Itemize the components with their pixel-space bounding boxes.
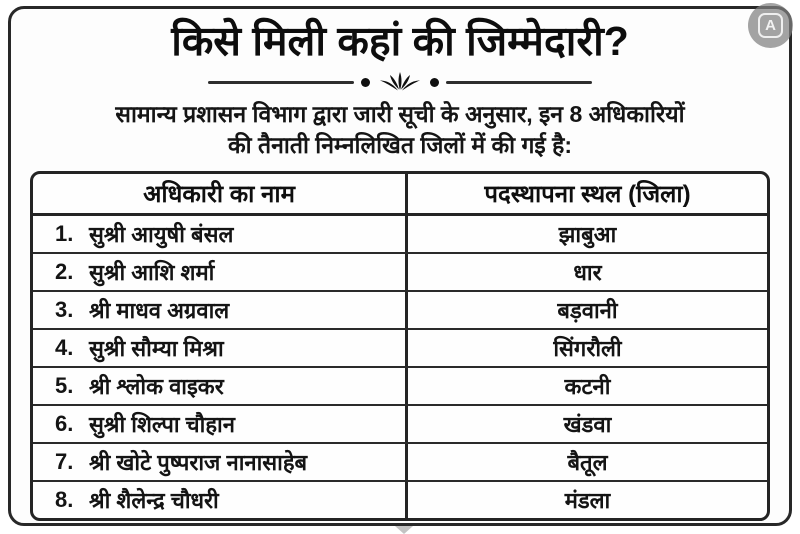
officer-name: श्री खोटे पुष्पराज नानासाहेब (89, 450, 308, 475)
ornamental-divider (11, 72, 789, 92)
palmette-ornament-icon (377, 71, 423, 93)
divider-dot-right (430, 78, 439, 87)
subtitle (11, 99, 789, 161)
officer-name: सुश्री शिल्पा चौहान (89, 412, 235, 437)
district-name: बड़वानी (405, 292, 767, 328)
divider-dot-left (361, 78, 370, 87)
officer-name: श्री माधव अग्रवाल (89, 298, 230, 323)
row-number: 4. (55, 335, 74, 360)
header-district: पदस्थापना स्थल (जिला) (405, 174, 767, 213)
table-row (33, 254, 767, 292)
table-header-row (33, 174, 767, 216)
table-row (33, 406, 767, 444)
district-name: झाबुआ (405, 216, 767, 252)
district-name: धार (405, 254, 767, 290)
row-number: 2. (55, 259, 74, 284)
row-number: 5. (55, 373, 74, 398)
table-row (33, 216, 767, 254)
row-number: 3. (55, 297, 74, 322)
district-name: सिंगरौली (405, 330, 767, 366)
table-row (33, 444, 767, 482)
officers-table (30, 171, 770, 521)
table-row (33, 292, 767, 330)
page-title: किसे मिली कहां की जिम्मेदारी? (171, 18, 629, 64)
table-row (33, 482, 767, 518)
district-name: मंडला (405, 482, 767, 518)
row-number: 6. (55, 411, 74, 436)
subtitle-line-2: की तैनाती निम्नलिखित जिलों में की गई है: (228, 132, 572, 158)
table-row (33, 330, 767, 368)
district-name: कटनी (405, 368, 767, 404)
row-number: 1. (55, 221, 74, 246)
divider-line-left (208, 81, 354, 84)
district-name: खंडवा (405, 406, 767, 442)
divider-line-right (446, 81, 592, 84)
officer-name: श्री शैलेन्द्र चौधरी (89, 488, 219, 513)
framed-a-icon (748, 3, 793, 48)
infographic-frame (8, 6, 792, 526)
officer-name: सुश्री आशि शर्मा (89, 260, 215, 285)
district-name: बैतूल (405, 444, 767, 480)
officer-name: सुश्री सौम्या मिश्रा (89, 336, 224, 361)
watermark-letter: A (758, 13, 783, 38)
row-number: 8. (55, 487, 74, 512)
subtitle-line-1: सामान्य प्रशासन विभाग द्वारा जारी सूची के अनुसार, इन 8 अधिकारियों (115, 101, 685, 127)
row-number: 7. (55, 449, 74, 474)
table-row (33, 368, 767, 406)
officer-name: सुश्री आयुषी बंसल (89, 222, 234, 247)
header-officer-name: अधिकारी का नाम (143, 181, 295, 208)
officer-name: श्री श्लोक वाइकर (89, 374, 224, 399)
